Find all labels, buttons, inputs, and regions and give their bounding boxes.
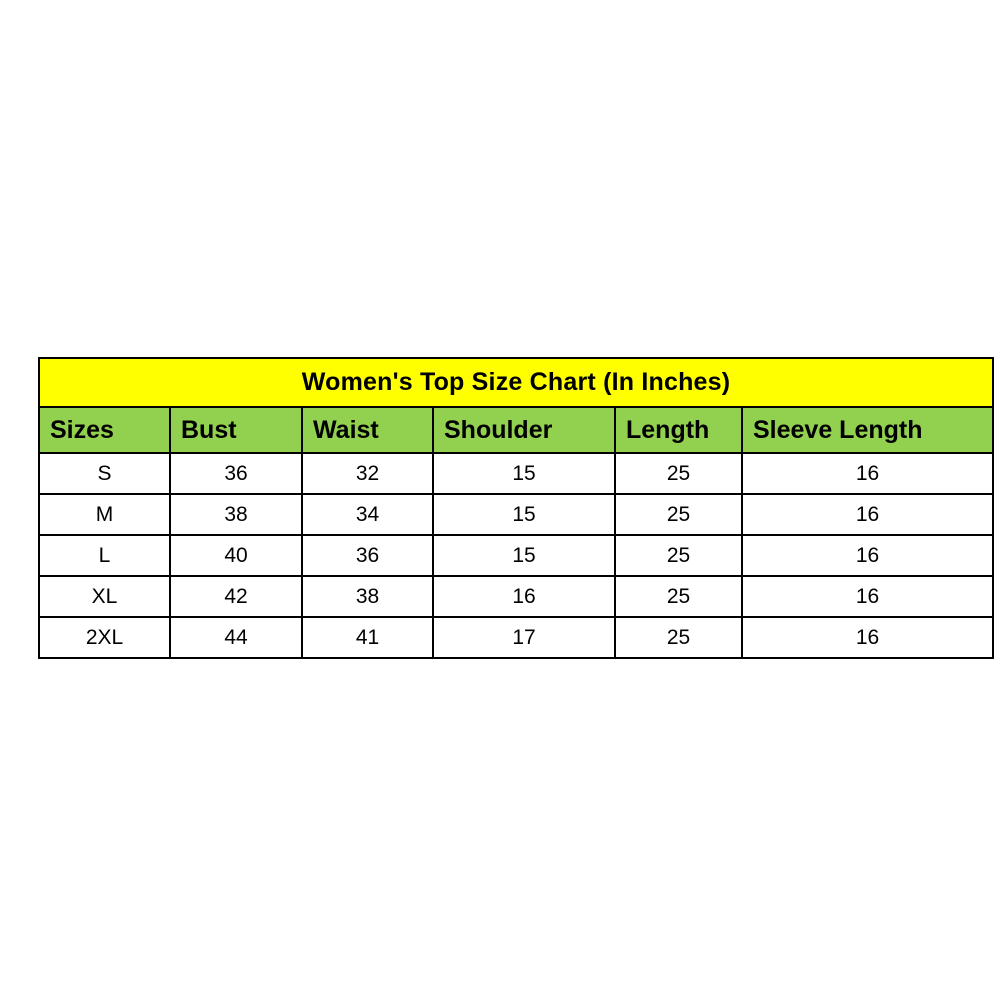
cell-waist: 34 xyxy=(302,494,433,535)
table-row xyxy=(39,576,993,617)
column-header-waist: Waist xyxy=(302,407,433,453)
chart-title-row xyxy=(39,358,993,407)
cell-waist: 41 xyxy=(302,617,433,658)
column-header-length: Length xyxy=(615,407,742,453)
cell-waist: 36 xyxy=(302,535,433,576)
table-row xyxy=(39,535,993,576)
cell-size: M xyxy=(39,494,170,535)
cell-shoulder: 16 xyxy=(433,576,615,617)
cell-length: 25 xyxy=(615,617,742,658)
cell-length: 25 xyxy=(615,535,742,576)
column-header-sleeve-length: Sleeve Length xyxy=(742,407,993,453)
cell-length: 25 xyxy=(615,494,742,535)
cell-bust: 40 xyxy=(170,535,302,576)
cell-waist: 32 xyxy=(302,453,433,494)
table-row xyxy=(39,453,993,494)
cell-shoulder: 15 xyxy=(433,494,615,535)
column-header-bust: Bust xyxy=(170,407,302,453)
chart-title: Women's Top Size Chart (In Inches) xyxy=(39,358,993,407)
cell-shoulder: 15 xyxy=(433,453,615,494)
size-chart-table xyxy=(38,357,994,659)
cell-shoulder: 15 xyxy=(433,535,615,576)
cell-sleeve-length: 16 xyxy=(742,535,993,576)
table-row xyxy=(39,617,993,658)
cell-size: L xyxy=(39,535,170,576)
cell-waist: 38 xyxy=(302,576,433,617)
cell-sleeve-length: 16 xyxy=(742,494,993,535)
cell-sleeve-length: 16 xyxy=(742,576,993,617)
cell-bust: 44 xyxy=(170,617,302,658)
cell-bust: 42 xyxy=(170,576,302,617)
cell-shoulder: 17 xyxy=(433,617,615,658)
cell-length: 25 xyxy=(615,576,742,617)
table-row xyxy=(39,494,993,535)
cell-bust: 38 xyxy=(170,494,302,535)
column-header-shoulder: Shoulder xyxy=(433,407,615,453)
cell-size: 2XL xyxy=(39,617,170,658)
cell-bust: 36 xyxy=(170,453,302,494)
cell-length: 25 xyxy=(615,453,742,494)
cell-sleeve-length: 16 xyxy=(742,453,993,494)
column-header-sizes: Sizes xyxy=(39,407,170,453)
cell-sleeve-length: 16 xyxy=(742,617,993,658)
cell-size: S xyxy=(39,453,170,494)
cell-size: XL xyxy=(39,576,170,617)
table-header-row xyxy=(39,407,993,453)
size-chart-container xyxy=(38,357,962,647)
